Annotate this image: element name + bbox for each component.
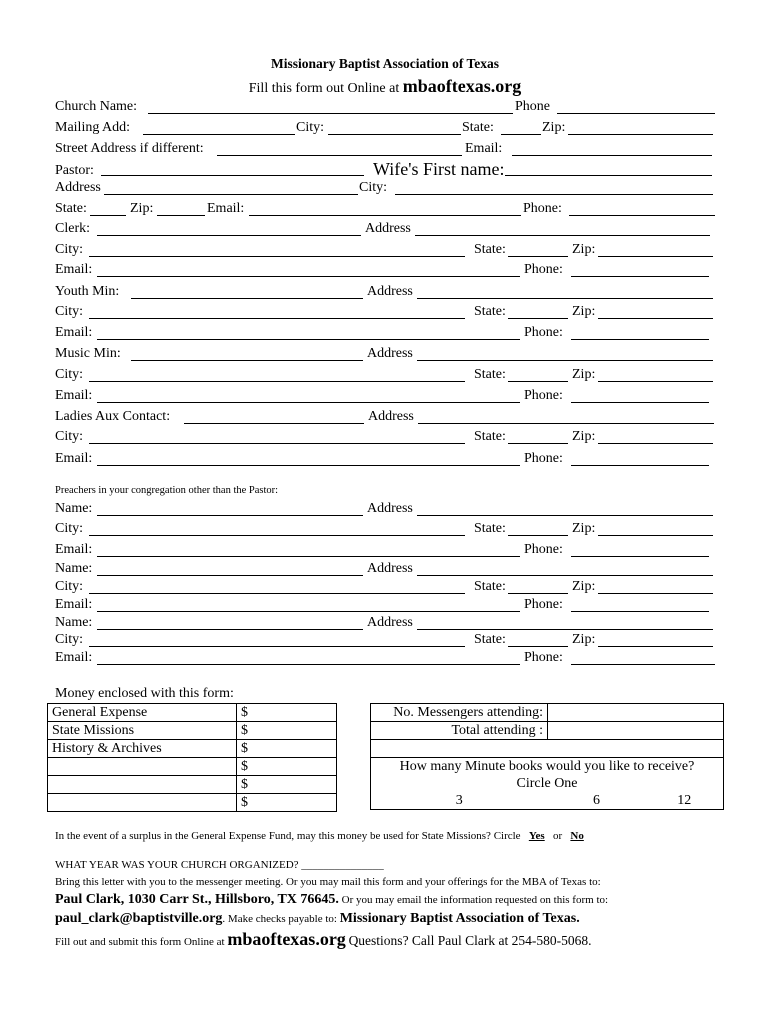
music-email-label: Email: <box>55 388 93 403</box>
preacher1-name-label: Name: <box>55 501 93 516</box>
preacher3-city-row <box>55 632 715 652</box>
street-row <box>55 141 715 161</box>
mail-address-line <box>55 892 608 908</box>
pastor-city-label: City: <box>359 180 388 195</box>
form-title: Missionary Baptist Association of Texas <box>270 56 500 71</box>
street-label: Street Address if different: <box>55 141 204 156</box>
submit-prefix: Fill out and submit this form Online at <box>55 936 225 948</box>
ladies-city-label: City: <box>55 429 84 444</box>
church-name-row <box>55 99 715 119</box>
preacher2-email-row <box>55 597 715 617</box>
clerk-state-field[interactable] <box>508 242 568 257</box>
music-label: Music Min: <box>55 346 121 361</box>
money-amount-field[interactable] <box>237 740 337 758</box>
clerk-address-label: Address <box>365 221 411 236</box>
youth-zip-label: Zip: <box>572 304 596 319</box>
email-info-text: Or you may email the information requested on this form to: <box>341 894 609 906</box>
mailing-row <box>55 120 715 140</box>
submit-line <box>55 929 592 950</box>
money-amount-field[interactable] <box>237 722 337 740</box>
clerk-zip-field[interactable] <box>598 242 713 257</box>
preacher3-state-field[interactable] <box>508 632 568 647</box>
youth-zip-field[interactable] <box>598 304 713 319</box>
music-email-row <box>55 388 715 408</box>
preacher2-address-label: Address <box>367 561 413 576</box>
preacher2-zip-field[interactable] <box>598 579 713 594</box>
minute-question-row <box>371 758 724 776</box>
preacher3-city-field[interactable] <box>89 632 465 647</box>
wife-label: Wife's First name: <box>373 159 505 179</box>
mailing-label: Mailing Add: <box>55 120 131 135</box>
clerk-field[interactable] <box>97 221 361 236</box>
pastor-address-row <box>55 180 715 200</box>
music-state-field[interactable] <box>508 367 568 382</box>
pastor-phone-field[interactable] <box>569 201 715 216</box>
youth-phone-field[interactable] <box>571 325 709 340</box>
clerk-phone-label: Phone: <box>524 262 563 277</box>
messengers-label: No. Messengers attending: <box>371 704 548 722</box>
clerk-email-row <box>55 262 715 282</box>
contact-email[interactable]: paul_clark@baptistville.org <box>55 911 223 926</box>
preacher2-phone-field[interactable] <box>571 597 709 612</box>
preachers-heading-text: Preachers in your congregation other than the Pastor: <box>55 485 279 496</box>
mailing-zip-label: Zip: <box>542 120 566 135</box>
dollar-sign: $ <box>241 776 248 792</box>
preacher1-zip-field[interactable] <box>598 521 713 536</box>
preacher1-email-row <box>55 542 715 562</box>
clerk-email-label: Email: <box>55 262 93 277</box>
dollar-sign: $ <box>241 740 248 756</box>
dollar-sign: $ <box>241 794 248 810</box>
mailing-state-label: State: <box>462 120 494 135</box>
messengers-spacer-cell <box>371 740 724 758</box>
youth-email-row <box>55 325 715 345</box>
money-heading-text: Money enclosed with this form: <box>55 686 234 701</box>
total-count-field[interactable] <box>548 722 724 740</box>
preacher2-name-field[interactable] <box>97 561 363 576</box>
pastor-address-field[interactable] <box>104 180 358 195</box>
preacher2-phone-label: Phone: <box>524 597 563 612</box>
minute-option-6[interactable]: 6 <box>548 792 646 810</box>
preacher1-city-row <box>55 521 715 541</box>
preacher1-phone-field[interactable] <box>571 542 709 557</box>
preacher2-email-label: Email: <box>55 597 93 612</box>
preacher3-city-label: City: <box>55 632 84 647</box>
preacher2-city-label: City: <box>55 579 84 594</box>
music-row <box>55 346 715 366</box>
preacher3-email-field[interactable] <box>97 650 520 665</box>
money-row-label: General Expense <box>48 704 237 722</box>
pastor-label: Pastor: <box>55 163 94 178</box>
wife-field[interactable] <box>505 161 712 176</box>
mailing-city-label: City: <box>296 120 325 135</box>
checks-payable-text: Make checks payable to: <box>227 913 337 925</box>
money-row-label-blank[interactable] <box>48 794 237 812</box>
preacher1-address-field[interactable] <box>417 501 713 516</box>
pastor-address-label: Address <box>55 180 101 195</box>
email-line: paul_clark@baptistville.org. Make checks payable to: Missionary Baptist Association of Texas. <box>55 911 580 926</box>
submit-site-link[interactable]: mbaoftexas.org <box>227 929 346 949</box>
money-amount-field[interactable] <box>237 794 337 812</box>
clerk-city-row <box>55 242 715 262</box>
youth-city-row <box>55 304 715 324</box>
clerk-phone-field[interactable] <box>571 262 709 277</box>
money-row <box>48 704 337 722</box>
circle-one-text: Circle One <box>371 775 724 792</box>
ladies-address-label: Address <box>368 409 414 424</box>
mail-address: Paul Clark, 1030 Carr St., Hillsboro, TX 76645. <box>55 892 339 907</box>
form-subtitle <box>0 76 770 97</box>
preacher3-email-row <box>55 650 715 670</box>
church-name-field[interactable] <box>148 99 513 114</box>
preacher3-name-label: Name: <box>55 615 93 630</box>
pastor-row <box>55 161 715 181</box>
money-row <box>48 722 337 740</box>
church-phone-label: Phone <box>515 99 550 114</box>
ladies-row <box>55 409 715 429</box>
pastor-zip-label: Zip: <box>130 201 154 216</box>
music-phone-field[interactable] <box>571 388 709 403</box>
youth-email-label: Email: <box>55 325 93 340</box>
ladies-zip-label: Zip: <box>572 429 596 444</box>
ladies-email-row <box>55 451 715 471</box>
ladies-field[interactable] <box>184 409 364 424</box>
street-field[interactable] <box>217 141 462 156</box>
pastor-field[interactable] <box>101 161 364 176</box>
surplus-line <box>55 830 584 842</box>
clerk-address-field[interactable] <box>415 221 710 236</box>
money-table <box>47 703 337 812</box>
church-name-label: Church Name: <box>55 99 138 114</box>
youth-state-label: State: <box>474 304 506 319</box>
preacher3-name-field[interactable] <box>97 615 363 630</box>
ladies-state-label: State: <box>474 429 506 444</box>
ladies-city-field[interactable] <box>89 429 465 444</box>
messengers-spacer-row <box>371 740 724 758</box>
surplus-no-option[interactable]: No <box>570 830 584 842</box>
subtitle-prefix: Fill this form out Online at <box>248 81 400 96</box>
preacher1-state-label: State: <box>474 521 506 536</box>
preacher1-name-row <box>55 501 715 521</box>
mailing-city-field[interactable] <box>328 120 461 135</box>
music-zip-field[interactable] <box>598 367 713 382</box>
clerk-city-label: City: <box>55 242 84 257</box>
dollar-sign: $ <box>241 758 248 774</box>
clerk-zip-label: Zip: <box>572 242 596 257</box>
clerk-email-field[interactable] <box>97 262 520 277</box>
music-city-field[interactable] <box>89 367 465 382</box>
surplus-text: In the event of a surplus in the General Expense Fund, may this money be used for State Missions? Circle <box>55 830 521 842</box>
youth-email-field[interactable] <box>97 325 520 340</box>
ladies-phone-field[interactable] <box>571 451 709 466</box>
minute-option-12[interactable]: 12 <box>646 792 724 810</box>
ladies-phone-label: Phone: <box>524 451 563 466</box>
money-row-label: History & Archives <box>48 740 237 758</box>
church-email-label: Email: <box>465 141 503 156</box>
money-row-label: State Missions <box>48 722 237 740</box>
music-city-label: City: <box>55 367 84 382</box>
music-address-field[interactable] <box>417 346 713 361</box>
preacher3-phone-label: Phone: <box>524 650 563 665</box>
ladies-zip-field[interactable] <box>598 429 713 444</box>
money-row <box>48 776 337 794</box>
preacher1-state-field[interactable] <box>508 521 568 536</box>
preacher2-name-row <box>55 561 715 581</box>
money-row <box>48 794 337 812</box>
money-amount-field[interactable] <box>237 758 337 776</box>
ladies-email-field[interactable] <box>97 451 520 466</box>
pastor-email-label: Email: <box>207 201 245 216</box>
preacher3-email-label: Email: <box>55 650 93 665</box>
music-zip-label: Zip: <box>572 367 596 382</box>
mailing-state-field[interactable] <box>501 120 541 135</box>
preacher1-email-field[interactable] <box>97 542 520 557</box>
youth-row <box>55 284 715 304</box>
preacher3-state-label: State: <box>474 632 506 647</box>
preacher1-phone-label: Phone: <box>524 542 563 557</box>
messengers-count-field[interactable] <box>548 704 724 722</box>
youth-address-field[interactable] <box>417 284 713 299</box>
music-field[interactable] <box>131 346 363 361</box>
money-amount-field[interactable] <box>237 776 337 794</box>
year-question: WHAT YEAR WAS YOUR CHURCH ORGANIZED? _______________ <box>55 859 384 871</box>
mailing-field[interactable] <box>143 120 295 135</box>
music-email-field[interactable] <box>97 388 520 403</box>
church-phone-field[interactable] <box>557 99 715 114</box>
pastor-zip-field[interactable] <box>157 201 205 216</box>
preacher2-state-label: State: <box>474 579 506 594</box>
clerk-city-field[interactable] <box>89 242 465 257</box>
preacher2-zip-label: Zip: <box>572 579 596 594</box>
mailing-zip-field[interactable] <box>568 120 713 135</box>
preacher3-zip-field[interactable] <box>598 632 713 647</box>
total-label: Total attending : <box>371 722 548 740</box>
youth-state-field[interactable] <box>508 304 568 319</box>
surplus-or: or <box>552 830 563 842</box>
music-phone-label: Phone: <box>524 388 563 403</box>
ladies-address-field[interactable] <box>418 409 714 424</box>
pastor-state-field[interactable] <box>90 201 126 216</box>
music-city-row <box>55 367 715 387</box>
pastor-phone-label: Phone: <box>523 201 562 216</box>
pastor-city-field[interactable] <box>395 180 713 195</box>
minute-question: How many Minute books would you like to receive? <box>371 758 724 776</box>
preacher1-address-label: Address <box>367 501 413 516</box>
pastor-email-field[interactable] <box>249 201 521 216</box>
minute-options-row <box>371 792 724 810</box>
preacher3-address-label: Address <box>367 615 413 630</box>
preacher3-phone-field[interactable] <box>571 650 715 665</box>
total-row <box>371 722 724 740</box>
youth-city-label: City: <box>55 304 84 319</box>
clerk-row <box>55 221 715 241</box>
money-row-label-blank[interactable] <box>48 776 237 794</box>
surplus-yes-option[interactable]: Yes <box>528 830 545 842</box>
payee-name: Missionary Baptist Association of Texas. <box>339 911 580 926</box>
preacher3-address-field[interactable] <box>417 615 713 630</box>
preacher2-name-label: Name: <box>55 561 93 576</box>
preacher1-city-field[interactable] <box>89 521 465 536</box>
preacher3-zip-label: Zip: <box>572 632 596 647</box>
money-row-label-blank[interactable] <box>48 758 237 776</box>
ladies-label: Ladies Aux Contact: <box>55 409 171 424</box>
music-address-label: Address <box>367 346 413 361</box>
dollar-sign: $ <box>241 704 248 720</box>
preacher1-city-label: City: <box>55 521 84 536</box>
messengers-table <box>370 703 724 810</box>
youth-address-label: Address <box>367 284 413 299</box>
preacher1-name-field[interactable] <box>97 501 363 516</box>
subtitle-site-link[interactable]: mbaoftexas.org <box>402 76 522 96</box>
dollar-sign: $ <box>241 722 248 738</box>
preacher1-zip-label: Zip: <box>572 521 596 536</box>
minute-option-3[interactable]: 3 <box>371 792 548 810</box>
money-row <box>48 758 337 776</box>
youth-label: Youth Min: <box>55 284 120 299</box>
preacher2-email-field[interactable] <box>97 597 520 612</box>
preacher2-city-field[interactable] <box>89 579 465 594</box>
church-email-field[interactable] <box>512 141 712 156</box>
pastor-state-label: State: <box>55 201 87 216</box>
preacher2-city-row <box>55 579 715 599</box>
preacher1-email-label: Email: <box>55 542 93 557</box>
preacher2-address-field[interactable] <box>417 561 713 576</box>
messengers-row <box>371 704 724 722</box>
music-state-label: State: <box>474 367 506 382</box>
pastor-state-row <box>55 201 715 221</box>
clerk-state-label: State: <box>474 242 506 257</box>
ladies-city-row <box>55 429 715 449</box>
questions-text: Questions? Call Paul Clark at 254-580-5068. <box>348 933 592 948</box>
money-amount-field[interactable] <box>237 704 337 722</box>
preacher2-state-field[interactable] <box>508 579 568 594</box>
clerk-label: Clerk: <box>55 221 90 236</box>
youth-city-field[interactable] <box>89 304 465 319</box>
youth-phone-label: Phone: <box>524 325 563 340</box>
ladies-email-label: Email: <box>55 451 93 466</box>
ladies-state-field[interactable] <box>508 429 568 444</box>
circle-one-row <box>371 775 724 792</box>
youth-field[interactable] <box>131 284 363 299</box>
money-row <box>48 740 337 758</box>
bring-letter-text: Bring this letter with you to the messenger meeting. Or you may mail this form and your offerings for the MBA of Texas to: <box>55 876 601 888</box>
